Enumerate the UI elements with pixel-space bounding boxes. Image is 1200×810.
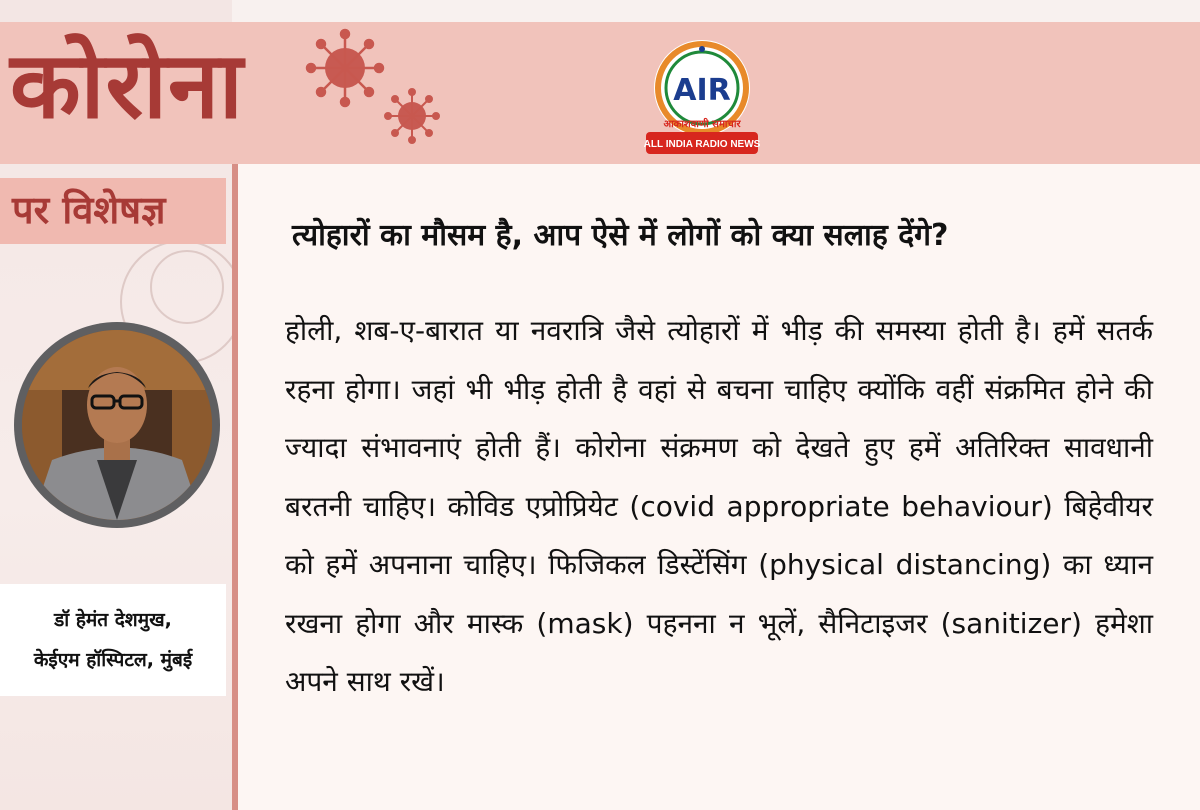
decorative-circle (150, 250, 224, 324)
interview-answer: होली, शब-ए-बारात या नवरात्रि जैसे त्योहारों में भीड़ की समस्या होती है। हमें सतर्क रहना होगा। जहां भी भीड़ होती है वहां से बचना चाहिए क्योंकि वहीं संक्रमित होने की ज्यादा संभावनाएं होती हैं। कोरोना संक्रमण को देखते हुए हमें अतिरिक्त सावधानी बरतनी चाहिए। कोविड एप्रोप्रियेट (covid appropriate behaviour) बिहेवीयर को हमें अपनाना चाहिए। फिजिकल डिस्टेंसिंग (physical distancing) का ध्यान रखना होगा और मास्क (mask) पहनना न भूलें, सैनिटाइजर (sanitizer) हमेशा अपने साथ रखें। (285, 314, 1153, 698)
page-subtitle: पर विशेषज्ञ (12, 188, 166, 232)
virus-icon (305, 28, 385, 108)
air-news-logo (644, 36, 760, 158)
expert-photo (22, 330, 212, 520)
top-strip (232, 0, 1200, 22)
expert-name-card (0, 584, 226, 696)
svg-text:AIR: AIR (673, 73, 731, 108)
expert-name: डॉ हेमंत देशमुख, (54, 609, 172, 631)
page-title: कोरोना (10, 32, 244, 139)
virus-icon (384, 88, 440, 144)
expert-affiliation: केईएम हॉस्पिटल, मुंबई (33, 649, 193, 671)
svg-text:आकाशवाणी समाचार: आकाशवाणी समाचार (663, 119, 741, 130)
svg-text:ALL INDIA RADIO NEWS: ALL INDIA RADIO NEWS (644, 139, 760, 150)
interview-question: त्योहारों का मौसम है, आप ऐसे में लोगों को क्या सलाह देंगे? (292, 218, 949, 253)
